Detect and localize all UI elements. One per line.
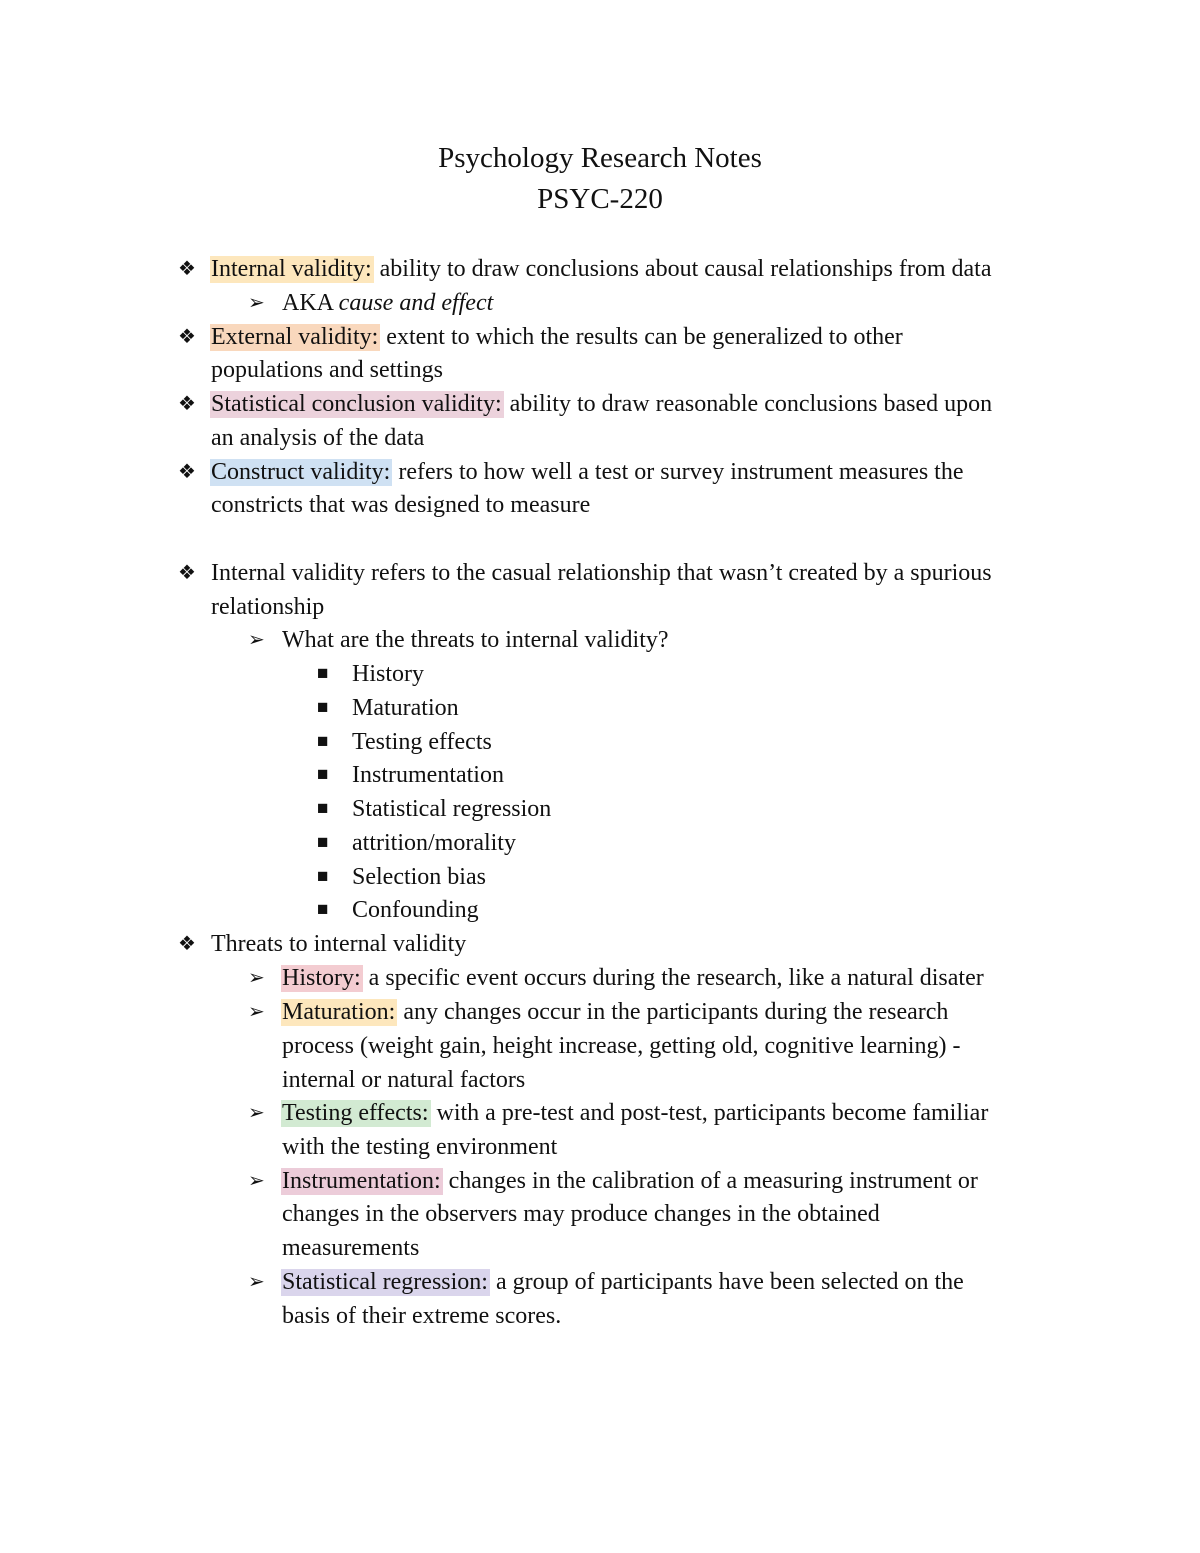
diamond-bullet-icon: ❖ (178, 933, 196, 955)
diamond-bullet-icon: ❖ (178, 258, 196, 280)
threat-instrumentation (282, 1164, 978, 1198)
threat-text-continued: with the testing environment (282, 1134, 558, 1160)
threat-text: with a pre-test and post-test, participants become familiar (430, 1100, 989, 1126)
course-code: PSYC-220 (537, 183, 663, 215)
aka-italic: cause and effect (338, 290, 494, 316)
definition-text-continued: constricts that was designed to measure (211, 492, 591, 518)
definition-text: extent to which the results can be generalized to other (380, 324, 903, 350)
square-bullet-icon: ■ (317, 697, 329, 718)
term-maturation: Maturation: (282, 999, 396, 1025)
square-bullet-icon: ■ (317, 899, 329, 920)
definition-internal-validity (211, 252, 991, 286)
aka-prefix: AKA (282, 290, 339, 316)
list-item: attrition/morality (352, 830, 516, 856)
arrow-bullet-icon: ➢ (248, 967, 265, 989)
diamond-bullet-icon: ❖ (178, 461, 196, 483)
term-statistical-regression: Statistical regression: (282, 1269, 488, 1295)
square-bullet-icon: ■ (317, 866, 329, 887)
arrow-bullet-icon: ➢ (248, 1102, 265, 1124)
term-instrumentation: Instrumentation: (282, 1168, 441, 1194)
term-external-validity: External validity: (211, 324, 379, 350)
threat-text: a specific event occurs during the research, like a natural disater (362, 965, 984, 991)
list-item: Confounding (352, 897, 479, 923)
aka-note (282, 286, 493, 320)
threat-text: a group of participants have been selected on the (489, 1269, 964, 1295)
definition-external-validity (211, 320, 903, 354)
term-statistical-conclusion-validity: Statistical conclusion validity: (211, 391, 502, 417)
definition-text-continued: an analysis of the data (211, 425, 425, 451)
diamond-bullet-icon: ❖ (178, 393, 196, 415)
arrow-bullet-icon: ➢ (248, 1001, 265, 1023)
threat-text-continued: measurements (282, 1235, 420, 1261)
threat-text-continued: changes in the observers may produce changes in the obtained (282, 1201, 880, 1227)
list-item: History (352, 661, 424, 687)
threat-text-continued: basis of their extreme scores. (282, 1303, 562, 1329)
list-item: Maturation (352, 695, 459, 721)
list-item: Testing effects (352, 729, 492, 755)
threat-testing-effects (282, 1096, 988, 1130)
arrow-bullet-icon: ➢ (248, 1271, 265, 1293)
threat-text-continued: internal or natural factors (282, 1067, 526, 1093)
threat-statistical-regression (282, 1265, 964, 1299)
threats-question: What are the threats to internal validity? (282, 627, 669, 653)
square-bullet-icon: ■ (317, 832, 329, 853)
square-bullet-icon: ■ (317, 764, 329, 785)
square-bullet-icon: ■ (317, 798, 329, 819)
arrow-bullet-icon: ➢ (248, 292, 265, 314)
definition-text-continued: populations and settings (211, 357, 443, 383)
term-construct-validity: Construct validity: (211, 459, 391, 485)
document-title: Psychology Research Notes (438, 142, 762, 174)
list-item: Selection bias (352, 864, 486, 890)
arrow-bullet-icon: ➢ (248, 1170, 265, 1192)
threat-text-continued: process (weight gain, height increase, getting old, cognitive learning) - (282, 1033, 961, 1059)
threat-maturation (282, 995, 948, 1029)
diamond-bullet-icon: ❖ (178, 562, 196, 584)
definition-text: refers to how well a test or survey instrument measures the (392, 459, 964, 485)
arrow-bullet-icon: ➢ (248, 629, 265, 651)
definition-text: ability to draw conclusions about causal relationships from data (373, 256, 992, 282)
internal-validity-note-continued: relationship (211, 594, 325, 620)
threats-heading: Threats to internal validity (211, 931, 467, 957)
internal-validity-note: Internal validity refers to the casual relationship that wasn’t created by a spurious (211, 560, 992, 586)
square-bullet-icon: ■ (317, 731, 329, 752)
diamond-bullet-icon: ❖ (178, 326, 196, 348)
threat-text: changes in the calibration of a measuring instrument or (442, 1168, 978, 1194)
threat-text: any changes occur in the participants during the research (397, 999, 949, 1025)
term-history: History: (282, 965, 361, 991)
definition-construct-validity (211, 455, 964, 489)
definition-text: ability to draw reasonable conclusions based upon (503, 391, 993, 417)
square-bullet-icon: ■ (317, 663, 329, 684)
threat-history (282, 961, 984, 995)
list-item: Statistical regression (352, 796, 552, 822)
definition-statistical-conclusion-validity (211, 387, 992, 421)
term-internal-validity: Internal validity: (211, 256, 372, 282)
term-testing-effects: Testing effects: (282, 1100, 429, 1126)
list-item: Instrumentation (352, 762, 504, 788)
